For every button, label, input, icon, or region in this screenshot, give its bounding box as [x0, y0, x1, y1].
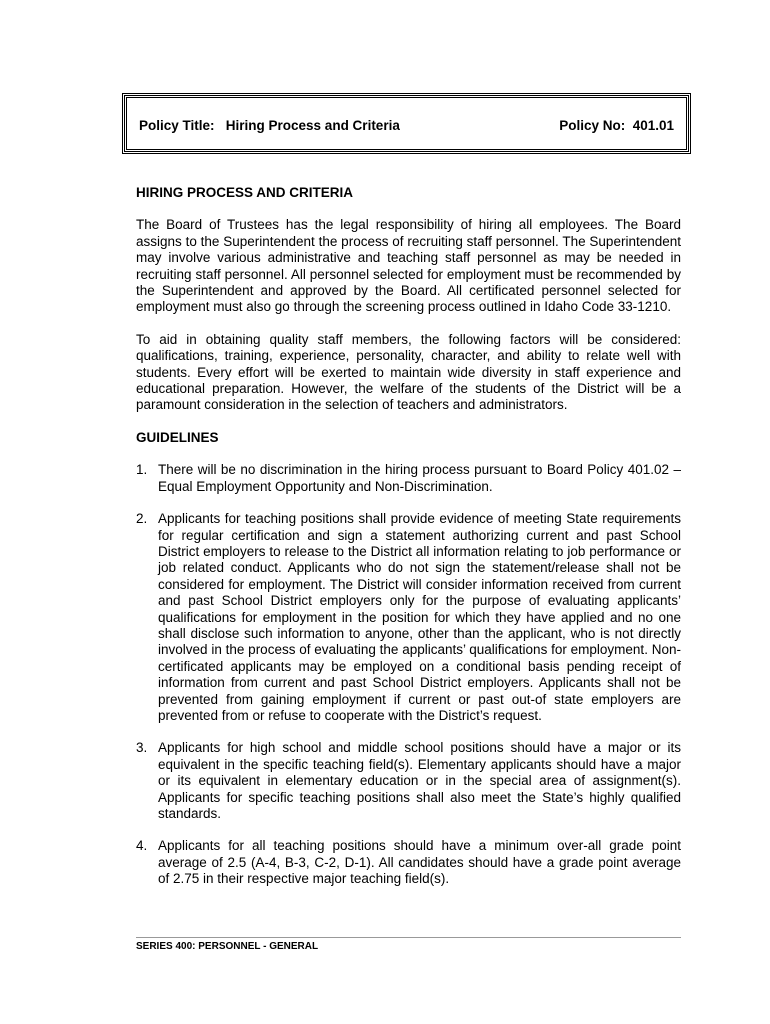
- policy-title: Policy Title: Hiring Process and Criteria: [139, 118, 400, 133]
- section-heading: HIRING PROCESS AND CRITERIA: [136, 185, 354, 200]
- guideline-item: [136, 462, 681, 495]
- footer-series: SERIES 400: PERSONNEL - GENERAL: [136, 941, 319, 952]
- policy-header-box: [124, 95, 689, 152]
- guideline-item: [136, 740, 681, 822]
- guidelines-heading: GUIDELINES: [136, 429, 219, 445]
- guideline-number: 3.: [136, 740, 148, 756]
- guideline-item: [136, 838, 681, 887]
- factors-paragraph: To aid in obtaining quality staff members, the following factors will be considered: qualifications, training, experience, personality, character, and ability to relate well with students. Every effort will be exerted to maintain wide diversity in staff experience and educational preparation. However, the welfare of the students of the District will be a paramount consideration in the selection of teachers and administrators.: [136, 331, 681, 413]
- guideline-number: 4.: [136, 838, 148, 854]
- guideline-text: Applicants for all teaching positions should have a minimum over-all grade point average of 2.5 (A-4, B-3, C-2, D-1). All candidates should have a grade point average of 2.75 in their respective major teaching field(s).: [158, 838, 681, 887]
- guideline-number: 2.: [136, 511, 148, 527]
- guideline-text: Applicants for high school and middle school positions should have a major or its equivalent in the specific teaching field(s). Elementary applicants should have a major or its equivalent in elementary education or in the special area of assignment(s). Applicants for specific teaching positions shall also meet the State’s highly qualified standards.: [158, 740, 681, 821]
- guideline-item: [136, 511, 681, 724]
- document-body: [136, 185, 681, 904]
- policy-number: Policy No: 401.01: [559, 118, 674, 133]
- guideline-text: Applicants for teaching positions shall provide evidence of meeting State requirements for regular certification and sign a statement authorizing current and past School District employers to release to the District all information relating to job performance or job related conduct. Applicants who do not sign the statement/release shall not be considered for employment. The District will consider information received from current and past School District employers only for the purpose of evaluating applicants’ qualifications for employment in the position for which they have applied and no one shall disclose such information to anyone, other than the applicant, who is not directly involved in the process of evaluating the applicants’ qualifications for employment. Non-certificated applicants may be employed on a conditional basis pending receipt of information from current and past School District employers. Applicants shall not be prevented from gaining employment if current or past out-of state employers are prevented from or refuse to cooperate with the District’s request.: [158, 511, 681, 723]
- footer-divider: [136, 937, 681, 938]
- guideline-number: 1.: [136, 462, 148, 478]
- guideline-text: There will be no discrimination in the hiring process pursuant to Board Policy 401.02 – Equal Employment Opportunity and Non-Discrimination.: [158, 462, 681, 494]
- intro-paragraph: The Board of Trustees has the legal responsibility of hiring all employees. The Board assigns to the Superintendent the process of recruiting staff personnel. The Superintendent may involve various administrative and teaching staff personnel as may be needed in recruiting staff personnel. All personnel selected for employment must be recommended by the Superintendent and approved by the Board. All certificated personnel selected for employment must also go through the screening process outlined in Idaho Code 33-1210.: [136, 217, 681, 315]
